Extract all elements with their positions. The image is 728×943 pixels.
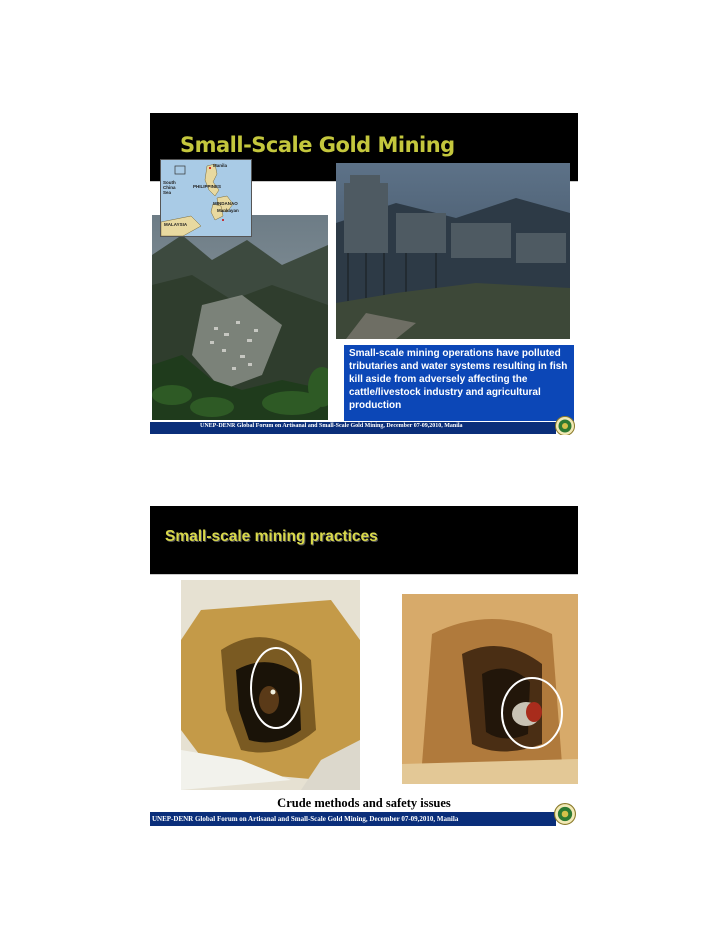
slide-title: Small-scale mining practices [165, 528, 378, 545]
map-label-philippines: PHILIPPINES [193, 184, 222, 189]
mountain-valley-photo [152, 215, 328, 420]
map-label-south-china-sea: South China Sea [163, 180, 176, 195]
map-label-malaysia: MALAYSIA [164, 222, 188, 227]
footer-bar [150, 812, 556, 826]
footer-bar [150, 422, 556, 434]
map-label-manila: Manila [213, 163, 228, 168]
worker-highlight-circle-left [249, 646, 303, 730]
slide-title: Small-Scale Gold Mining [180, 133, 455, 157]
footer-text: UNEP-DENR Global Forum on Artisanal and Small-Scale Gold Mining, December 07-09,2010, Manila [200, 423, 463, 429]
map-label-mankayan: Mankayan [217, 208, 239, 213]
mining-shanties-photo [336, 163, 570, 339]
mine-tunnel-photo-left [181, 580, 360, 790]
slide-small-scale-mining-practices [150, 506, 578, 828]
pollution-callout-box [344, 345, 574, 421]
slide-small-scale-gold-mining [150, 113, 578, 435]
denr-seal-icon [555, 416, 575, 435]
footer-text: UNEP-DENR Global Forum on Artisanal and Small-Scale Gold Mining, December 07-09,2010, Manila [152, 815, 459, 823]
worker-highlight-circle-right [500, 676, 564, 750]
title-divider [150, 574, 578, 575]
slide-caption: Crude methods and safety issues [277, 796, 451, 810]
callout-text: Small-scale mining operations have polluted tributaries and water systems resulting in fish kill aside from adversely affecting the cattle/livestock industry and agricultural production [349, 348, 568, 411]
map-label-mindanao: MINDANAO [213, 201, 238, 206]
denr-seal-icon [554, 803, 576, 825]
mine-tunnel-photo-right [402, 594, 578, 784]
philippines-map-inset [160, 159, 252, 237]
